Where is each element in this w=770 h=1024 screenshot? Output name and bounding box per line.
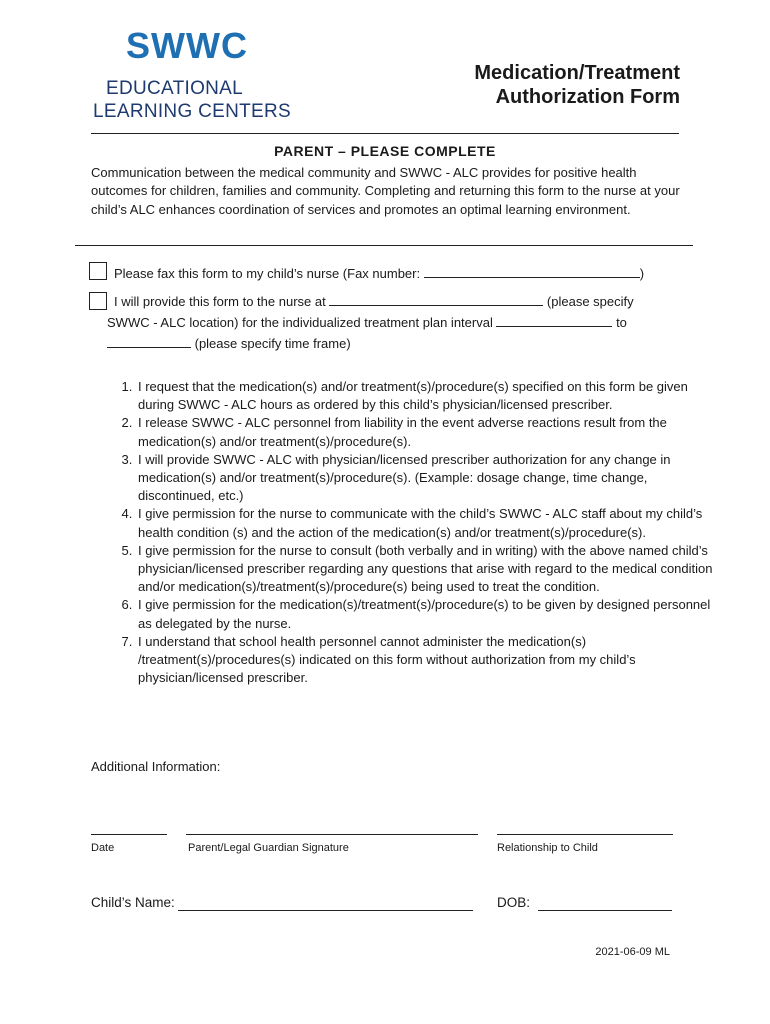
date-label: Date [91, 842, 115, 854]
logo-line-educational: EDUCATIONAL [106, 78, 244, 99]
provide-option-timeframe: (please specify time frame) [191, 336, 351, 351]
intro-paragraph: Communication between the medical community and SWWC - ALC provides for positive health outcomes for children, families and community. Completing and returning this form to the nurse at your child’s ALC enhances coordination of services and promotes an optimal learning environment. [91, 165, 680, 217]
provide-option-to: to [612, 315, 627, 330]
provide-option-specify: (please specify [543, 294, 634, 309]
form-title-line1: Medication/Treatment [474, 62, 680, 84]
term-item: 7. I understand that school health personnel cannot administer the medication(s) /treatment(s)/procedures(s) indicated on this form without authorization from my child’s physician/licensed prescriber. [136, 633, 716, 688]
additional-info-label: Additional Information: [91, 759, 221, 774]
dob-label: DOB: [497, 895, 531, 910]
logo-line-learning-centers: LEARNING CENTERS [93, 101, 292, 122]
provide-option-label: I will provide this form to the nurse at [114, 294, 330, 309]
provide-option-checkbox[interactable] [89, 292, 107, 310]
date-field[interactable] [91, 834, 167, 835]
dob-field[interactable] [538, 910, 672, 911]
fax-option-label: Please fax this form to my child’s nurse (Fax number: [114, 266, 424, 281]
term-item: 6. I give permission for the medication(s)/treatment(s)/procedure(s) to be given by designed personnel as delegated by the nurse. [136, 596, 716, 632]
term-item: 4. I give permission for the nurse to communicate with the child’s SWWC - ALC staff about my child’s health condition (s) and the action of the medication(s) and/or treatment(s)/procedure(s). [136, 505, 716, 541]
revision-footer: 2021-06-09 ML [595, 946, 670, 958]
section-heading: PARENT – PLEASE COMPLETE [274, 143, 496, 159]
fax-option-text [114, 263, 644, 284]
child-name-label: Child’s Name: [91, 895, 175, 910]
fax-option-close: ) [639, 266, 645, 281]
term-item: 5. I give permission for the nurse to consult (both verbally and in writing) with the above named child’s physician/licensed prescriber regarding any questions that arise with regard to the medical condition and/or medication(s)/treatment(s)/procedure(s) being used to treat the condition. [136, 542, 716, 597]
fax-number-field[interactable] [424, 265, 640, 278]
section-divider [75, 245, 693, 246]
provide-option-line1 [114, 291, 634, 312]
child-name-field[interactable] [178, 910, 473, 911]
term-item: 3. I will provide SWWC - ALC with physician/licensed prescriber authorization for any change in medication(s) and/or treatment(s)/procedure(s). (Example: dosage change, time change, discontinued, etc.) [136, 451, 716, 506]
relationship-field[interactable] [497, 834, 673, 835]
provide-option-interval-label: SWWC - ALC location) for the individualized treatment plan interval [107, 315, 497, 330]
interval-end-field[interactable] [107, 335, 191, 348]
form-title [474, 61, 680, 109]
term-item: 1. I request that the medication(s) and/or treatment(s)/procedure(s) specified on this form be given during SWWC - ALC hours as ordered by this child’s physician/licensed prescriber. [136, 378, 716, 414]
relationship-label: Relationship to Child [497, 842, 598, 854]
parent-signature-label: Parent/Legal Guardian Signature [188, 842, 349, 854]
provide-option-line3 [107, 333, 351, 354]
authorization-terms-list [112, 378, 716, 687]
parent-signature-field[interactable] [186, 834, 478, 835]
nurse-location-field[interactable] [329, 293, 543, 306]
provide-option-line2 [107, 312, 627, 333]
interval-start-field[interactable] [496, 314, 612, 327]
form-title-line2: Authorization Form [495, 86, 680, 108]
fax-option-checkbox[interactable] [89, 262, 107, 280]
header-divider [91, 133, 679, 134]
term-item: 2. I release SWWC - ALC personnel from liability in the event adverse reactions result from the medication(s) and/or treatment(s)/procedure(s). [136, 414, 716, 450]
logo-brand: SWWC [126, 25, 248, 66]
